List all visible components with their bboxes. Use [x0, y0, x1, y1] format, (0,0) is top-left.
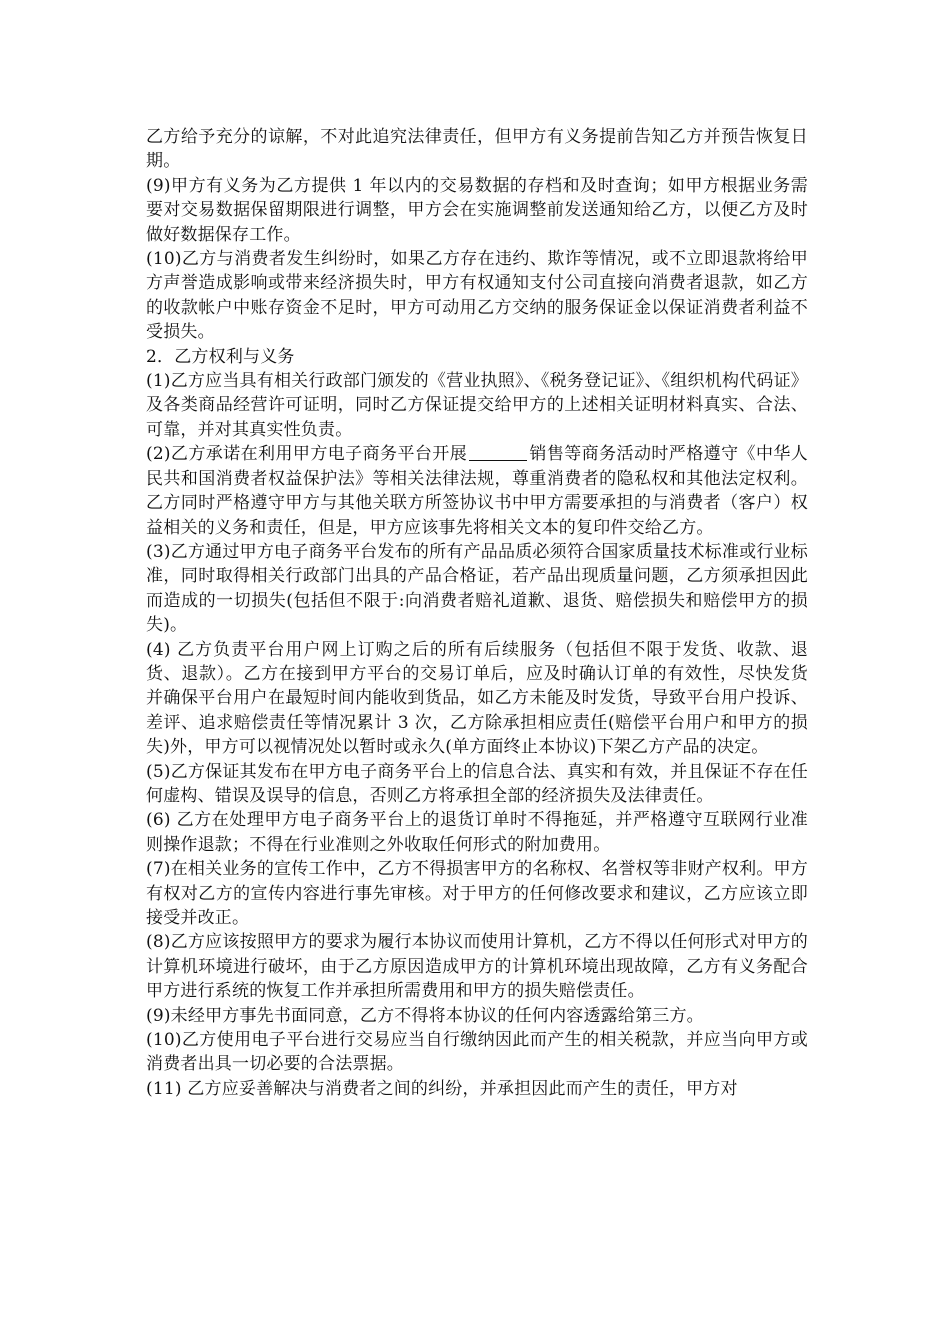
paragraph-party-b-2-before: (2)乙方承诺在利用甲方电子商务平台开展 [146, 444, 468, 465]
paragraph-party-a-9: (9)甲方有义务为乙方提供 1 年以内的交易数据的存档和及时查询；如甲方根据业务需要对交易数据保留期限进行调整，甲方会在实施调整前发送通知给乙方，以便乙方及时做好数据保存工作。 [146, 175, 808, 245]
paragraph-party-b-8: (8)乙方应该按照甲方的要求为履行本协议而使用计算机，乙方不得以任何形式对甲方的计算机环境进行破坏，由于乙方原因造成甲方的计算机环境出现故障，乙方有义务配合甲方进行系统的恢复工作并承担所需费用和甲方的损失赔偿责任。 [146, 932, 808, 1002]
paragraph-party-b-5: (5)乙方保证其发布在甲方电子商务平台上的信息合法、真实和有效，并且保证不存在任何虚构、错误及误导的信息，否则乙方将承担全部的经济损失及法律责任。 [146, 761, 808, 806]
paragraph-party-b-7: (7)在相关业务的宣传工作中，乙方不得损害甲方的名称权、名誉权等非财产权利。甲方有权对乙方的宣传内容进行事先审核。对于甲方的任何修改要求和建议，乙方应该立即接受并改正。 [146, 859, 808, 928]
paragraph-party-b-9: (9)未经甲方事先书面同意，乙方不得将本协议的任何内容透露给第三方。 [146, 1005, 704, 1026]
section-heading-party-b: 2．乙方权利与义务 [146, 346, 295, 367]
fill-in-blank [469, 444, 527, 461]
paragraph-continued: 乙方给予充分的谅解，不对此追究法律责任，但甲方有义务提前告知乙方并预告恢复日期。 [146, 127, 808, 172]
paragraph-party-b-2-after: 销售等商务活动时严格遵守《中华人民共和国消费者权益保护法》等相关法律法规，尊重消费者的隐私权和其他法定权利。乙方同时严格遵守甲方与其他关联方所签协议书中甲方需要承担的与消费者（客户）权益相关的义务和责任，但是，甲方应该事先将相关文本的复印件交给乙方。 [146, 444, 808, 538]
paragraph-party-b-1: (1)乙方应当具有相关行政部门颁发的《营业执照》、《税务登记证》、《组织机构代码证》及各类商品经营许可证明，同时乙方保证提交给甲方的上述相关证明材料真实、合法、可靠，并对其真实性负责。 [146, 371, 808, 440]
paragraph-party-b-6: (6) 乙方在处理甲方电子商务平台上的退货订单时不得拖延，并严格遵守互联网行业准则操作退款；不得在行业准则之外收取任何形式的附加费用。 [146, 810, 808, 855]
paragraph-party-b-4: (4) 乙方负责平台用户网上订购之后的所有后续服务（包括但不限于发货、收款、退货、退款）。乙方在接到甲方平台的交易订单后，应及时确认订单的有效性，尽快发货并确保平台用户在最短时间内能收到货品，如乙方未能及时发货，导致平台用户投诉、差评、追求赔偿责任等情况累计 3 次，乙方除承担相应责任(赔偿平台用户和甲方的损失)外，甲方可以视情况处以暂时或永久(单方面终止本协议)下架乙方产品的决定。 [146, 639, 808, 758]
document-body [146, 125, 808, 1101]
paragraph-party-b-10: (10)乙方使用电子平台进行交易应当自行缴纳因此而产生的相关税款，并应当向甲方或消费者出具一切必要的合法票据。 [146, 1030, 808, 1075]
paragraph-party-b-3: (3)乙方通过甲方电子商务平台发布的所有产品品质必须符合国家质量技术标准或行业标准，同时取得相关行政部门出具的产品合格证，若产品出现质量问题，乙方须承担因此而造成的一切损失(包括但不限于:向消费者赔礼道歉、退货、赔偿损失和赔偿甲方的损失)。 [146, 541, 808, 636]
paragraph-party-a-10: (10)乙方与消费者发生纠纷时，如果乙方存在违约、欺诈等情况，或不立即退款将给甲方声誉造成影响或带来经济损失时，甲方有权通知支付公司直接向消费者退款，如乙方的收款帐户中账存资金不足时，甲方可动用乙方交纳的服务保证金以保证消费者利益不受损失。 [146, 249, 808, 343]
paragraph-party-b-2 [146, 442, 808, 540]
paragraph-party-b-11: (11) 乙方应妥善解决与消费者之间的纠纷，并承担因此而产生的责任，甲方对 [146, 1078, 738, 1099]
